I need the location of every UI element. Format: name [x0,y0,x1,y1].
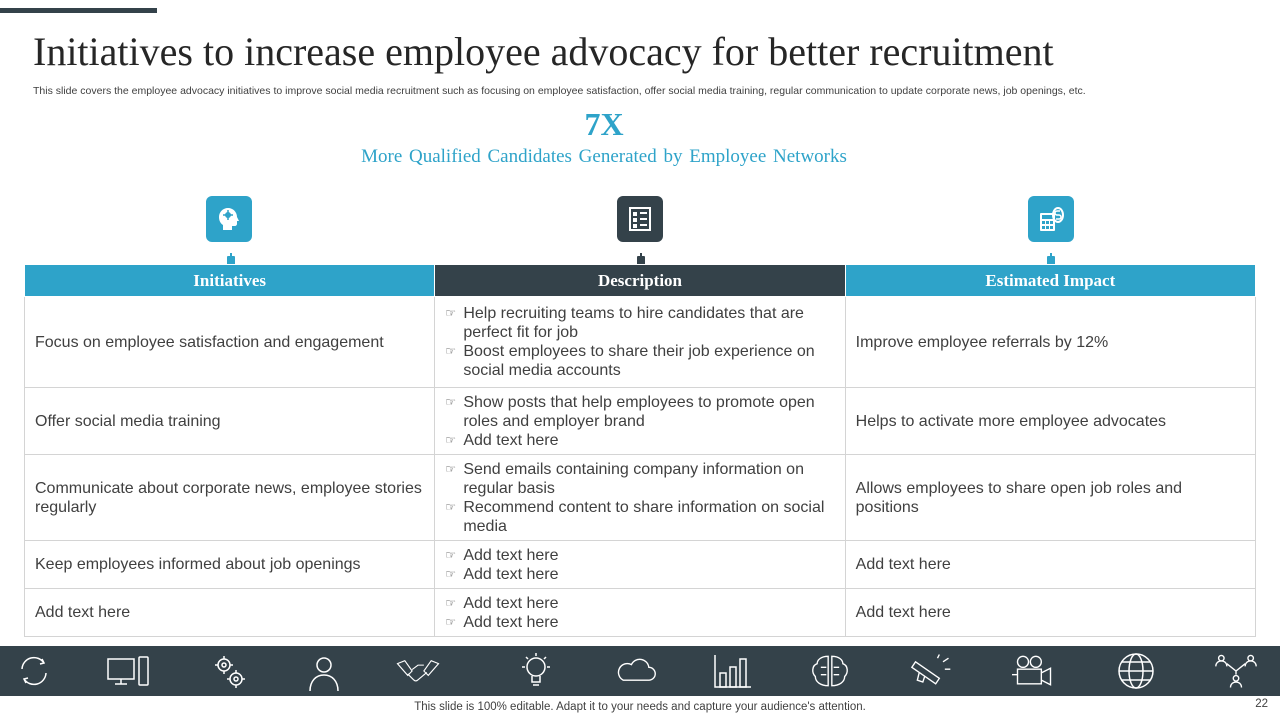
impact-cell: Allows employees to share open job roles and positions [845,455,1255,541]
initiative-cell: Add text here [25,589,435,637]
bullet-item: ☞ Boost employees to share their job experience on social media accounts [445,343,815,379]
header-initiatives: Initiatives [25,265,435,297]
footer-note: This slide is 100% editable. Adapt it to your needs and capture your audience's attention. [414,701,866,713]
pointing-hand-icon: ☞ [445,499,457,514]
bullet-item: ☞ Add text here [445,594,559,612]
slide-subtitle: This slide covers the employee advocacy initiatives to improve social media recruitment such as focusing on employee satisfaction, offer social media training, regular communication to update corporate news, job openings, etc. [33,85,1086,97]
bullet-item: ☞ Send emails containing company information on regular basis [445,460,804,497]
pointing-hand-icon: ☞ [445,547,457,562]
calculator-money-icon [1028,196,1074,242]
checklist-icon [617,196,663,242]
globe-icon [1114,651,1158,691]
cloud-icon [614,651,658,691]
table-row [25,297,1256,388]
slide-title: Initiatives to increase employee advocacy for better recruitment [33,29,1054,74]
stat-caption: More Qualified Candidates Generated by Employee Networks [361,146,847,167]
table-row [25,541,1256,589]
page-number: 22 [1255,698,1268,710]
footer-icon-band [0,646,1280,696]
pointing-hand-icon: ☞ [445,344,457,358]
header-estimated-impact: Estimated Impact [845,265,1255,297]
pointing-hand-icon: ☞ [445,461,457,476]
bullet-item: ☞ Recommend content to share information on social media [445,498,825,535]
initiative-cell: Focus on employee satisfaction and engagement [25,297,435,388]
user-icon [302,651,346,691]
table-row [25,455,1256,541]
gears-icon [208,651,252,691]
description-cell [435,541,845,589]
pointing-hand-icon: ☞ [445,394,457,409]
brain-icon [808,651,852,691]
bullet-item: ☞ Add text here [445,431,559,449]
handshake-icon [396,651,440,691]
initiative-cell: Offer social media training [25,388,435,455]
table-row [25,589,1256,637]
bullet-item: ☞ Show posts that help employees to promote open roles and employer brand [445,393,815,430]
bullet-item: ☞ Add text here [445,546,559,564]
description-cell [435,589,845,637]
impact-cell: Add text here [845,541,1255,589]
video-camera-icon [1012,651,1056,691]
top-accent-bar [0,8,157,13]
pointing-hand-icon: ☞ [445,306,457,320]
impact-cell: Helps to activate more employee advocates [845,388,1255,455]
network-people-icon [1214,651,1258,691]
table-row [25,388,1256,455]
lightbulb-icon [514,651,558,691]
megaphone-icon [910,651,954,691]
header-description: Description [435,265,845,297]
brain-head-icon [206,196,252,242]
bullet-item: ☞ Add text here [445,565,559,583]
pointing-hand-icon: ☞ [445,614,457,629]
description-cell [435,388,845,455]
stat-value: 7X [584,106,624,142]
initiative-cell: Communicate about corporate news, employee stories regularly [25,455,435,541]
impact-cell: Add text here [845,589,1255,637]
bullet-item: ☞ Help recruiting teams to hire candidates that are perfect fit for job [445,305,804,341]
devices-icon [106,651,150,691]
pointing-hand-icon: ☞ [445,595,457,610]
initiative-cell: Keep employees informed about job openings [25,541,435,589]
pointing-hand-icon: ☞ [445,432,457,447]
impact-cell: Improve employee referrals by 12% [845,297,1255,388]
description-cell [435,455,845,541]
refresh-icon [12,651,56,691]
bullet-item: ☞ Add text here [445,613,559,631]
pointing-hand-icon: ☞ [445,566,457,581]
description-cell [435,297,845,388]
initiatives-table [24,264,1256,637]
bar-chart-icon [712,651,756,691]
